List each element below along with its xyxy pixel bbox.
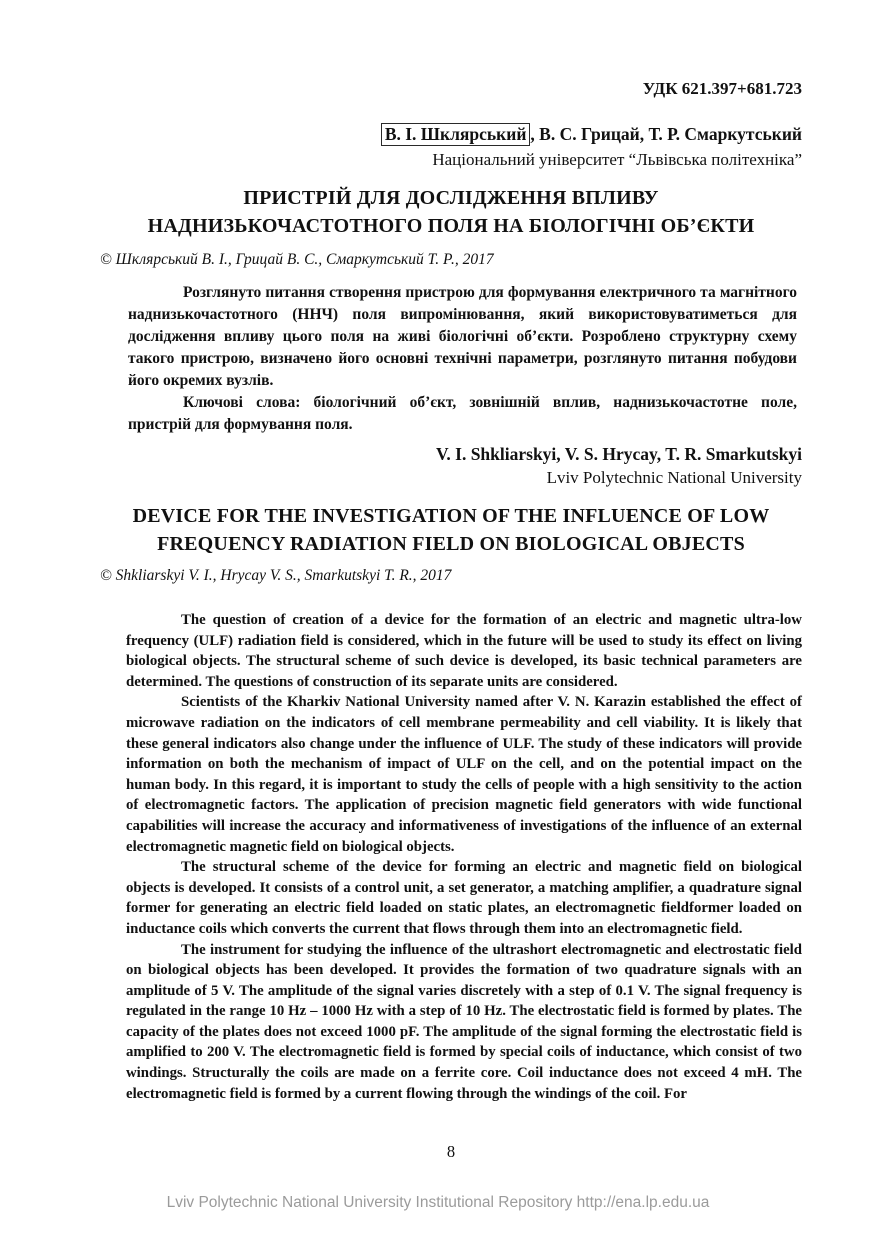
title-ukrainian-line2: НАДНИЗЬКОЧАСТОТНОГО ПОЛЯ НА БІОЛОГІЧНІ ОБ’ЄКТИ — [147, 215, 755, 237]
abstract-ukrainian-block — [128, 282, 797, 436]
repository-footer: Lviv Polytechnic National University Institutional Repository http://ena.lp.edu.ua — [166, 1194, 710, 1211]
authors-ukrainian-rest: , В. С. Грицай, Т. Р. Смаркутський — [530, 124, 802, 144]
authors-ukrainian — [100, 122, 802, 146]
abstract-ukrainian: Розглянуто питання створення пристрою для формування електричного та магнітного наднизькочастотного (ННЧ) поля випромінювання, який використовуватиметься для дослідження впливу цього поля на живі біологічні об’єкти. Розроблено структурну схему такого пристрою, визначено його основні технічні параметри, розглянуто питання побудови його окремих вузлів. — [128, 284, 797, 389]
body-paragraph-kharkiv: Scientists of the Kharkiv National University named after V. N. Karazin established the effect of microwave radiation on the indicators of cell membrane permeability and cell viability. It is likely that these general indicators also change under the influence of ULF. The study of these indicators will provide information on both the mechanism of impact of ULF on the cell, and on the potential impact on the human body. In this regard, it is important to study the cells of people with a high sensitivity to the action of electromagnetic factors. The application of precision magnetic field generators with wide functional capabilities will increase the accuracy and informativeness of investigations of the influence of an external electromagnetic magnetic field on biological objects. — [126, 694, 802, 855]
copyright-ukrainian: © Шклярський В. І., Грицай В. С., Смаркутський Т. Р., 2017 — [100, 251, 494, 268]
title-ukrainian-line1: ПРИСТРІЙ ДЛЯ ДОСЛІДЖЕННЯ ВПЛИВУ — [243, 187, 659, 209]
article-title-ukrainian — [100, 184, 802, 240]
article-title-english — [100, 502, 802, 558]
page-number: 8 — [446, 1142, 456, 1161]
udc-code: УДК 621.397+681.723 — [642, 79, 802, 98]
title-english-line2: FREQUENCY RADIATION FIELD ON BIOLOGICAL OBJECTS — [157, 533, 745, 555]
body-paragraph-instrument: The instrument for studying the influence of the ultrashort electromagnetic and electrostatic field on biological objects has been developed. It provides the formation of two quadrature signals with an amplitude of 5 V. The amplitude of the signal varies discretely with a step of 0.1 V. The signal frequency is regulated in the range 10 Hz – 1000 Hz with a step of 10 Hz. The electrostatic field is formed by plates. The capacity of the plates does not exceed 1000 pF. The amplitude of the signal forming the electrostatic field is amplified to 200 V. The electromagnetic field is formed by special coils of inductance, which consist of two windings. Structurally the coils are made on a ferrite core. Coil inductance does not exceed 4 mH. The electromagnetic field is formed by a current flowing through the windings of the coil. For — [126, 941, 802, 1102]
body-paragraph-abstract: The question of creation of a device for the formation of an electric and magnetic ultra-low frequency (ULF) radiation field is considered, which in the future will be used to study its effect on living biological objects. The structural scheme of such device is developed, its basic technical parameters are determined. The questions of construction of its separate units are considered. — [126, 612, 802, 690]
title-english-line1: DEVICE FOR THE INVESTIGATION OF THE INFLUENCE OF LOW — [132, 505, 770, 527]
keywords-ukrainian: Ключові слова: біологічний об’єкт, зовнішній вплив, наднизькочастотне поле, пристрій для формування поля. — [128, 394, 797, 433]
article-body-english — [126, 610, 802, 1104]
body-paragraph-structural-scheme: The structural scheme of the device for forming an electric and magnetic field on biological objects is developed. It consists of a control unit, a set generator, a matching amplifier, a quadrature signal former for generating an electric field loaded on static plates, an electromagnetic fieldformer loaded on inductance coils which converts the current that flows through them into an electromagnetic field. — [126, 859, 802, 937]
boxed-deceased-author: В. І. Шклярський — [381, 123, 531, 146]
copyright-english: © Shkliarskyi V. I., Hrycay V. S., Smarkutskyi T. R., 2017 — [100, 567, 452, 584]
affiliation-english: Lviv Polytechnic National University — [546, 468, 802, 487]
authors-english: V. I. Shkliarskyi, V. S. Hrycay, T. R. Smarkutskyi — [436, 444, 802, 464]
affiliation-ukrainian: Національний університет “Львівська політехніка” — [432, 150, 802, 169]
